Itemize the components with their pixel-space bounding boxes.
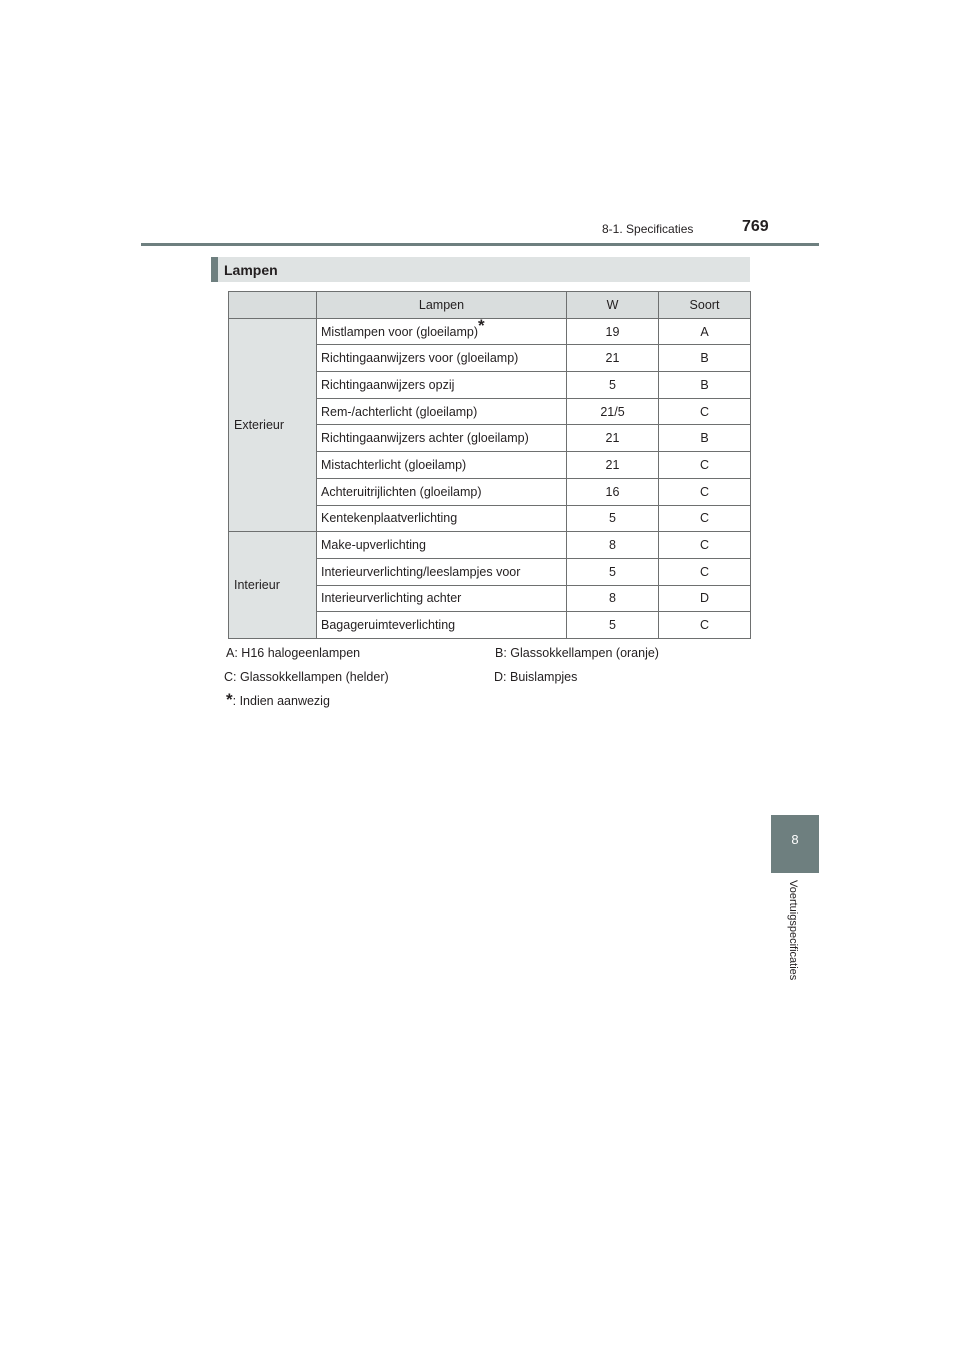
- lamp-name: Bagageruimteverlichting: [317, 612, 567, 639]
- legend-a: [226, 646, 360, 660]
- lamp-name: Achteruitrijlichten (gloeilamp): [317, 478, 567, 505]
- legend-b-text: Glassokkellampen (oranje): [510, 646, 659, 660]
- lamp-type: C: [659, 612, 751, 639]
- lamp-watt: 16: [567, 478, 659, 505]
- section-accent: [211, 257, 218, 282]
- header-divider: [141, 243, 819, 246]
- lamp-name: Mistachterlicht (gloeilamp): [317, 452, 567, 479]
- lamp-name: Interieurverlichting achter: [317, 585, 567, 612]
- lamp-watt: 21/5: [567, 398, 659, 425]
- legend-c-key: C:: [224, 670, 237, 684]
- chapter-heading: 8-1. Specificaties: [602, 222, 694, 236]
- lamp-type: C: [659, 478, 751, 505]
- chapter-tab-label: Voertuigspecificaties: [787, 880, 799, 981]
- footnote-text: : Indien aanwezig: [232, 694, 330, 708]
- lamp-type: B: [659, 345, 751, 372]
- header-empty-cell: [229, 292, 317, 319]
- legend-c-text: Glassokkellampen (helder): [239, 670, 389, 684]
- lamp-watt: 19: [567, 318, 659, 345]
- footnote-asterisk: *: [478, 315, 485, 335]
- header-lamp: Lampen: [317, 292, 567, 319]
- header-watt: W: [567, 292, 659, 319]
- lamp-type: A: [659, 318, 751, 345]
- section-heading-bar: [211, 257, 750, 282]
- lamp-table: [228, 291, 751, 639]
- chapter-tab-number: 8: [791, 832, 799, 847]
- lamp-type: C: [659, 558, 751, 585]
- lamp-name: Interieurverlichting/leeslampjes voor: [317, 558, 567, 585]
- legend-a-key: A:: [226, 646, 238, 660]
- table-row: [229, 318, 751, 345]
- legend-d: [494, 670, 577, 684]
- lamp-watt: 5: [567, 505, 659, 532]
- lamp-type: B: [659, 372, 751, 399]
- page-number: 769: [742, 218, 769, 235]
- lamp-watt: 8: [567, 585, 659, 612]
- lamp-type: C: [659, 505, 751, 532]
- lamp-watt: 21: [567, 345, 659, 372]
- legend-d-text: Buislampjes: [509, 670, 578, 684]
- lamp-name: Richtingaanwijzers achter (gloeilamp): [317, 425, 567, 452]
- lamp-name: Rem-/achterlicht (gloeilamp): [317, 398, 567, 425]
- lamp-type: C: [659, 452, 751, 479]
- lamp-name: [317, 315, 567, 345]
- lamp-watt: 21: [567, 425, 659, 452]
- section-title: Lampen: [224, 262, 278, 278]
- legend-c: [224, 670, 389, 684]
- lamp-type: B: [659, 425, 751, 452]
- table-header-row: [229, 292, 751, 319]
- lamp-watt: 5: [567, 372, 659, 399]
- lamp-name: Richtingaanwijzers opzij: [317, 372, 567, 399]
- group-label-exterior: Exterieur: [229, 318, 317, 532]
- lamp-name-text: Mistlampen voor (gloeilamp): [321, 324, 479, 339]
- chapter-tab: [771, 815, 819, 873]
- lamp-watt: 21: [567, 452, 659, 479]
- lamp-name: Richtingaanwijzers voor (gloeilamp): [317, 345, 567, 372]
- legend-a-text: H16 halogeenlampen: [241, 646, 361, 660]
- lamp-type: D: [659, 585, 751, 612]
- legend-b: [495, 646, 659, 660]
- lamp-type: C: [659, 532, 751, 559]
- lamp-watt: 5: [567, 612, 659, 639]
- group-label-interior: Interieur: [229, 532, 317, 639]
- table-row: [229, 532, 751, 559]
- lamp-watt: 8: [567, 532, 659, 559]
- legend-d-key: D:: [494, 670, 507, 684]
- lamp-name: Kentekenplaatverlichting: [317, 505, 567, 532]
- lamp-name: Make-upverlichting: [317, 532, 567, 559]
- header-type: Soort: [659, 292, 751, 319]
- lamp-type: C: [659, 398, 751, 425]
- legend-b-key: B:: [495, 646, 507, 660]
- lamp-watt: 5: [567, 558, 659, 585]
- legend-footnote: [226, 690, 330, 710]
- footnote-asterisk: *: [226, 690, 233, 709]
